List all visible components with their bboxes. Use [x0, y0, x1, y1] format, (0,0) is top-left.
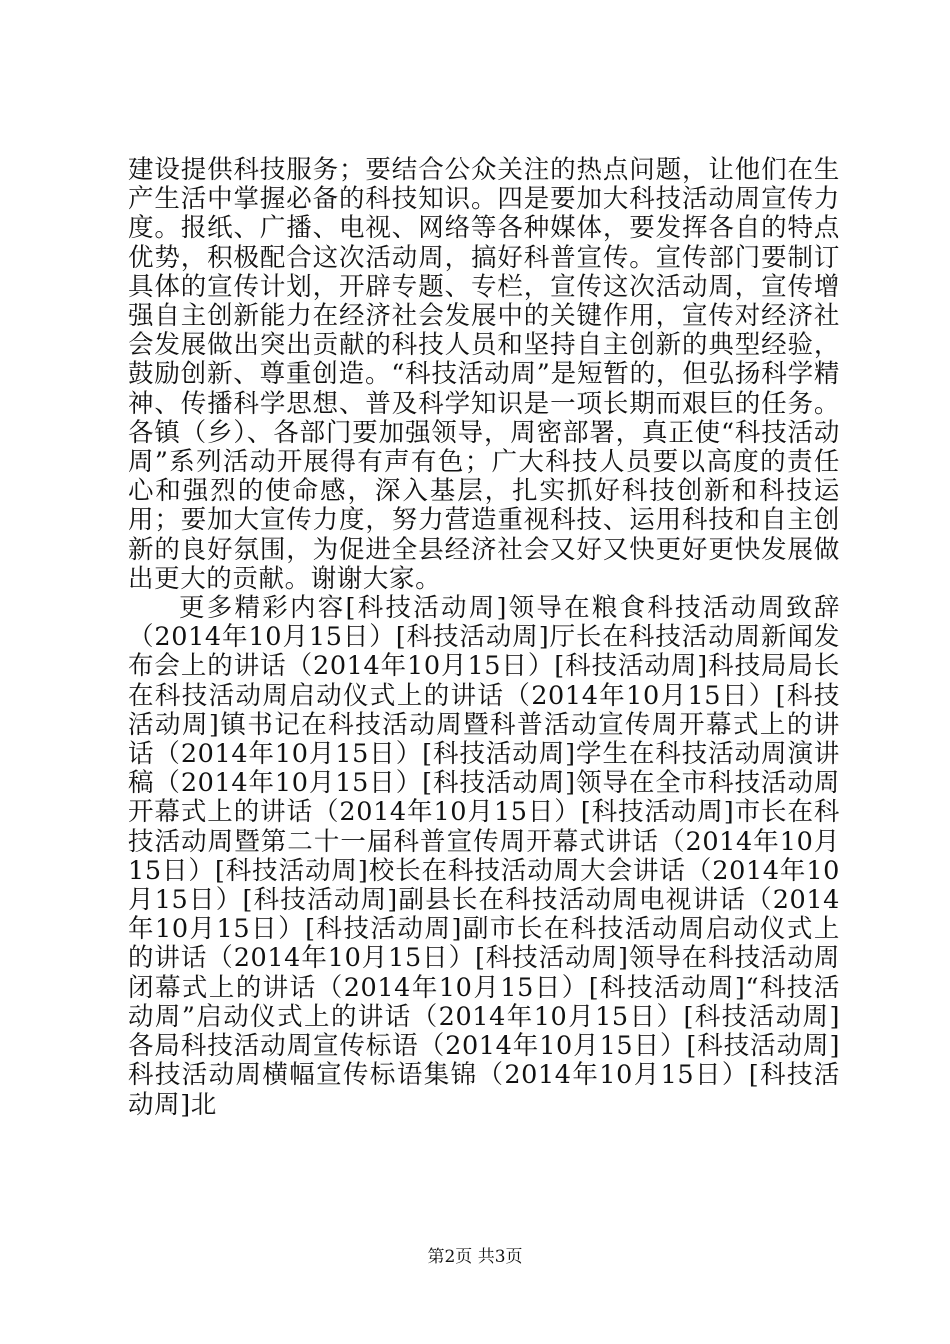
body-paragraph-continuation: 建设提供科技服务；要结合公众关注的热点问题，让他们在生产生活中掌握必备的科技知识。四是要加大科技活动周宣传力度。报纸、广播、电视、网络等各种媒体，要发挥各自的特点优势，积极配合这次活动周，搞好科普宣传。宣传部门要制订具体的宣传计划，开辟专题、专栏，宣传这次活动周，宣传增强自主创新能力在经济社会发展中的关键作用，宣传对经济社会发展做出突出贡献的科技人员和坚持自主创新的典型经验，鼓励创新、尊重创造。“科技活动周”是短暂的，但弘扬科学精神、传播科学思想、普及科学知识是一项长期而艰巨的任务。各镇（乡）、各部门要加强领导，周密部署，真正使“科技活动周”系列活动开展得有声有色；广大科技人员要以高度的责任心和强烈的使命感，深入基层，扎实抓好科技创新和科技运用；要加大宣传力度，努力营造重视科技、运用科技和自主创新的良好氛围，为促进全县经济社会又好又快更好更快发展做出更大的贡献。谢谢大家。: [128, 155, 840, 594]
page-number-footer: 第2页 共3页: [427, 1247, 523, 1267]
document-body: [128, 156, 840, 1120]
body-paragraph-related-content: 更多精彩内容[科技活动周]领导在粮食科技活动周致辞（2014年10月15日）[科技活动周]厅长在科技活动周新闻发布会上的讲话（2014年10月15日）[科技活动周]科技局局长在科技活动周启动仪式上的讲话（2014年10月15日）[科技活动周]镇书记在科技活动周暨科普活动宣传周开幕式上的讲话（2014年10月15日）[科技活动周]学生在科技活动周演讲稿（2014年10月15日）[科技活动周]领导在全市科技活动周开幕式上的讲话（2014年10月15日）[科技活动周]市长在科技活动周暨第二十一届科普宣传周开幕式讲话（2014年10月15日）[科技活动周]校长在科技活动周大会讲话（2014年10月15日）[科技活动周]副县长在科技活动周电视讲话（2014年10月15日）[科技活动周]副市长在科技活动周启动仪式上的讲话（2014年10月15日）[科技活动周]领导在科技活动周闭幕式上的讲话（2014年10月15日）[科技活动周]“科技活动周”启动仪式上的讲话（2014年10月15日）[科技活动周]各局科技活动周宣传标语（2014年10月15日）[科技活动周]科技活动周横幅宣传标语集锦（2014年10月15日）[科技活动周]北: [128, 593, 840, 1120]
